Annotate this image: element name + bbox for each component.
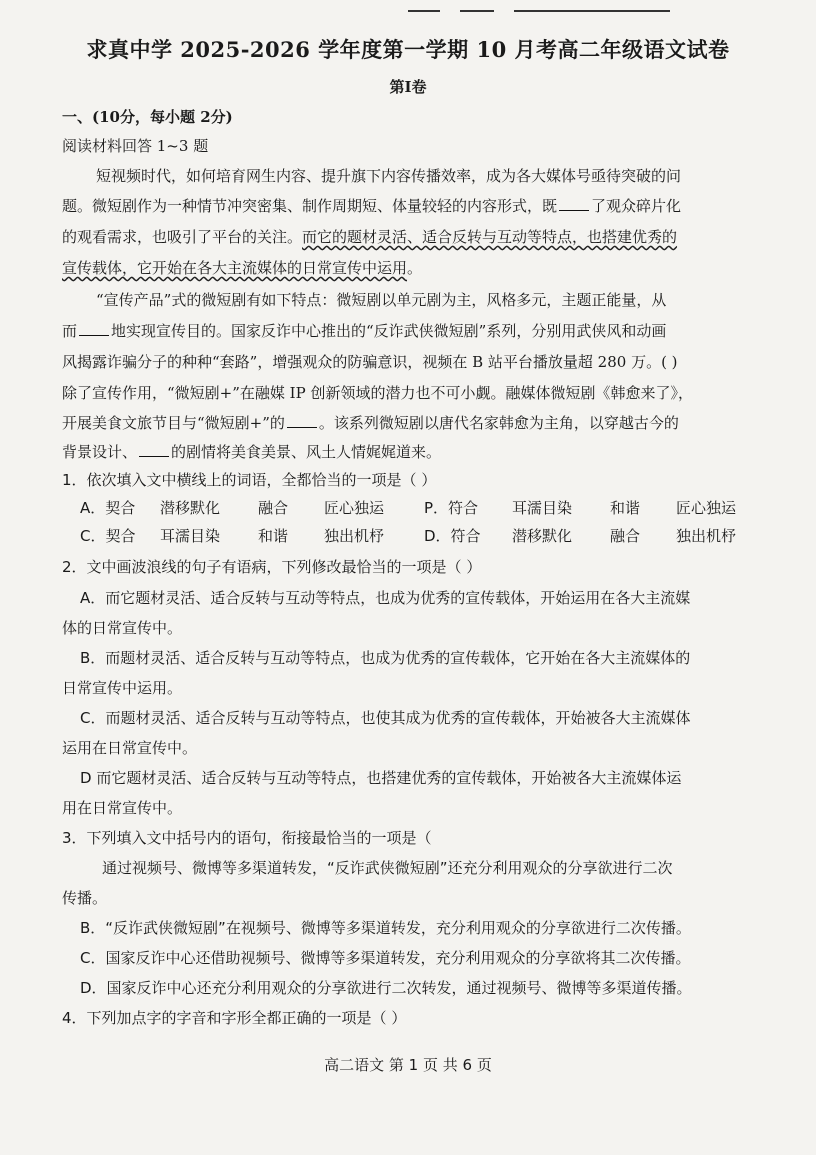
option-c: C．国家反诈中心还借助视频号、微博等多渠道转发，充分利用观众的分享欲将其二次传播。	[80, 949, 691, 967]
scan-mark	[514, 10, 670, 12]
option-cell: C．契合	[80, 527, 136, 545]
exam-title: 求真中学 2025-2026 学年度第一学期 10 月考高二年级语文试卷	[86, 37, 730, 62]
option-cell: 融合	[610, 527, 641, 545]
passage-text: 了观众碎片化	[591, 197, 682, 215]
option-cell: P．符合	[424, 499, 479, 517]
reading-intro: 阅读材料回答 1~3 题	[62, 137, 209, 155]
option-cell: 独出机杼	[324, 527, 385, 545]
passage-text: 的观看需求，也吸引了平台的关注。	[62, 228, 303, 246]
option-cell: 融合	[258, 499, 289, 517]
fill-blank	[79, 321, 109, 336]
option-cell: 匠心独运	[676, 499, 737, 517]
option-d-cont: 用在日常宣传中。	[62, 799, 183, 817]
passage-line	[62, 413, 762, 433]
option-a-cont: 体的日常宣传中。	[62, 619, 183, 637]
question-1-options-row	[80, 526, 760, 546]
fill-blank	[139, 442, 169, 457]
section-header: 一、(10分，每小题 2分)	[62, 108, 233, 126]
scan-mark	[460, 10, 494, 12]
passage-text: 背景设计、	[62, 443, 138, 461]
option-cell: 潜移默化	[160, 499, 221, 517]
passage-line	[62, 196, 762, 216]
passage-text: 。该系列微短剧以唐代名家韩愈为主角，以穿越古今的	[318, 414, 679, 432]
question-3-stem: 3．下列填入文中括号内的语句，衔接最恰当的一项是（	[62, 829, 432, 847]
passage-text: 的剧情将美食美景、风土人情娓娓道来。	[171, 443, 442, 461]
page-footer: 高二语文 第 1 页 共 6 页	[324, 1056, 492, 1074]
passage-line	[62, 227, 762, 247]
question-1-stem: 1．依次填入文中横线上的词语，全都恰当的一项是（ ）	[62, 471, 437, 489]
passage-line: 短视频时代，如何培育网生内容、提升旗下内容传播效率，成为各大媒体号亟待突破的问	[96, 167, 682, 185]
volume-label: 第Ⅰ卷	[389, 78, 427, 96]
scan-mark	[408, 10, 440, 12]
fill-blank	[559, 196, 589, 211]
option-cell: 耳濡目染	[512, 499, 573, 517]
passage-line: 风揭露诈骗分子的种种“套路”，增强观众的防骗意识，视频在 B 站平台播放量超 280 万。( )	[62, 353, 678, 371]
option-cell: 潜移默化	[512, 527, 573, 545]
option-cell: D．符合	[424, 527, 481, 545]
option-d: D．国家反诈中心还充分利用观众的分享欲进行二次转发，通过视频号、微博等多渠道传播。	[80, 979, 692, 997]
option-cell: 和谐	[610, 499, 641, 517]
question-2-stem: 2．文中画波浪线的句子有语病，下列修改最恰当的一项是（ ）	[62, 558, 482, 576]
passage-text: 而	[62, 322, 78, 340]
passage-text: 题。微短剧作为一种情节冲突密集、制作周期短、体量较轻的内容形式，既	[62, 197, 558, 215]
option-cell: 耳濡目染	[160, 527, 221, 545]
fill-blank	[287, 413, 317, 428]
option-a-cont: 传播。	[62, 889, 108, 907]
wavy-underlined-sentence: 而它的题材灵活、适合反转与互动等特点，也搭建优秀的	[302, 228, 678, 246]
option-d: D 而它题材灵活、适合反转与互动等特点，也搭建优秀的宣传载体，开始被各大主流媒体运	[80, 769, 682, 787]
option-b: B．“反诈武侠微短剧”在视频号、微博等多渠道转发，充分利用观众的分享欲进行二次传播。	[80, 919, 691, 937]
option-cell: 匠心独运	[324, 499, 385, 517]
passage-text: 开展美食文旅节目与“微短剧+”的	[62, 414, 285, 432]
passage-line: “宣传产品”式的微短剧有如下特点：微短剧以单元剧为主，风格多元，主题正能量，从	[96, 291, 667, 309]
passage-line	[62, 321, 762, 341]
passage-line	[62, 258, 762, 278]
option-cell: A．契合	[80, 499, 136, 517]
wavy-underlined-sentence: 宣传载体，它开始在各大主流媒体的日常宣传中运用	[62, 259, 408, 277]
option-b-cont: 日常宣传中运用。	[62, 679, 183, 697]
option-cell: 独出机杼	[676, 527, 737, 545]
option-cell: 和谐	[258, 527, 289, 545]
option-c: C．而题材灵活、适合反转与互动等特点，也使其成为优秀的宣传载体，开始被各大主流媒体	[80, 709, 691, 727]
option-b: B．而题材灵活、适合反转与互动等特点，也成为优秀的宣传载体，它开始在各大主流媒体的	[80, 649, 691, 667]
option-a: 通过视频号、微博等多渠道转发，“反诈武侠微短剧”还充分利用观众的分享欲进行二次	[102, 859, 673, 877]
option-a: A．而它题材灵活、适合反转与互动等特点，也成为优秀的宣传载体，开始运用在各大主流媒	[80, 589, 691, 607]
passage-line	[62, 442, 762, 462]
passage-text: 。	[407, 259, 423, 277]
passage-line: 除了宣传作用，“微短剧+”在融媒 IP 创新领域的潜力也不可小觑。融媒体微短剧《韩愈来了》，	[62, 384, 693, 402]
question-4-stem: 4．下列加点字的字音和字形全都正确的一项是（ ）	[62, 1009, 407, 1027]
option-c-cont: 运用在日常宣传中。	[62, 739, 198, 757]
question-1-options-row	[80, 498, 760, 518]
passage-text: 地实现宣传目的。国家反诈中心推出的“反诈武侠微短剧”系列，分别用武侠风和动画	[111, 322, 667, 340]
